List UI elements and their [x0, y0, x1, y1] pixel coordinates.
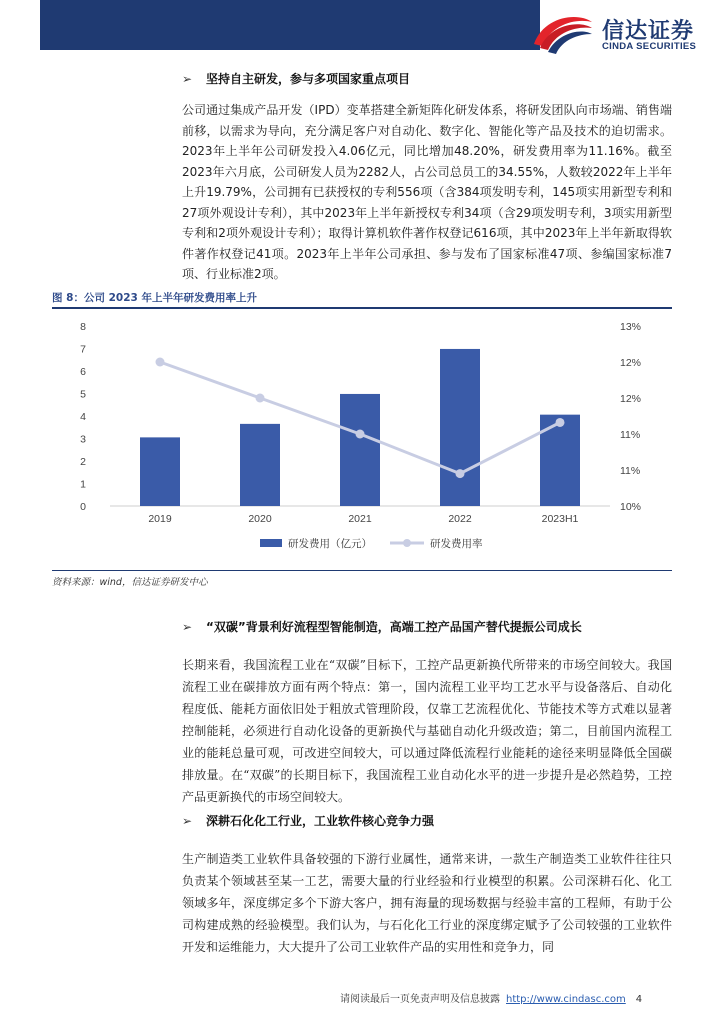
right-tick-label: 11% [620, 465, 641, 477]
figure-rule [52, 307, 672, 309]
bar [340, 394, 380, 506]
rate-point [456, 469, 465, 478]
rate-point [256, 394, 265, 403]
left-tick-label: 4 [80, 411, 86, 423]
footer-disclaimer: 请阅读最后一页免责声明及信息披露 [340, 994, 500, 1005]
paragraph-rnd: 公司通过集成产品开发（IPD）变革搭建全新矩阵化研发体系，将研发团队向市场端、销售端前移，以需求为导向，充分满足客户对自动化、数字化、智能化等产品及技术的迫切需求。2023年上半年公司研发投入4.06亿元，同比增加48.20%，研发费用率为11.16%。截至2023年六月底，公司研发人员为2282人，占公司总员工的34.55%，人数较2022年上半年上升19.79%，公司拥有已获授权的专利556项（含384项发明专利，145项实用新型专利和27项外观设计专利），其中2023年上半年新授权专利34项（含29项发明专利，3项实用新型专利和2项外观设计专利）；取得计算机软件著作权登记616项，其中2023年上半年新取得软件著作权登记41项。2023年上半年公司承担、参与发布了国家标准47项、参编国家标准7项、行业标准2项。 [182, 103, 672, 281]
logo [530, 10, 720, 58]
section-title: 坚持自主研发，参与多项国家重点项目 [206, 72, 411, 86]
left-tick-label: 3 [80, 433, 86, 446]
category-label: 2019 [148, 513, 172, 525]
right-tick-label: 10% [620, 501, 642, 513]
rate-point [156, 358, 165, 367]
left-tick-label: 5 [80, 388, 86, 401]
footer [340, 990, 642, 1005]
section-heading-rnd [182, 70, 410, 87]
category-label: 2022 [448, 513, 472, 525]
paragraph-dual-carbon: 长期来看，我国流程工业在“双碳”目标下，工控产品更新换代所带来的市场空间较大。我国流程工业在碳排放方面有两个特点：第一，国内流程工业平均工艺水平与设备落后、自动化程度低、能耗方面依旧处于粗放式管理阶段，仅靠工艺流程优化、节能技术等方式难以显著控制能耗，必须进行自动化设备的更新换代与基础自动化升级改造；第二，目前国内流程工业的能耗总量可观，可改进空间较大，可以通过降低流程行业能耗的途径来明显降低全国碳排放量。在“双碳”的长期目标下，我国流程工业自动化水平的进一步提升是必然趋势，工控产品更新换代的市场空间较大。 [182, 658, 672, 804]
right-tick-label: 12% [620, 393, 642, 405]
rate-point [556, 418, 565, 427]
legend-marker-line [403, 539, 411, 547]
section-title: “双碳”背景利好流程型智能制造，高端工控产品国产替代提振公司成长 [206, 620, 582, 634]
legend-label-line: 研发费用率 [430, 538, 483, 550]
logo-text-cn: 信达证券 [602, 19, 695, 44]
right-tick-label: 13% [620, 321, 642, 333]
header-band [40, 0, 540, 50]
logo-swirl-icon [530, 10, 596, 54]
arrow-icon: ➢ [182, 814, 193, 828]
category-label: 2023H1 [541, 513, 579, 525]
bar [440, 349, 480, 506]
category-label: 2020 [248, 513, 272, 525]
section-heading-dual-carbon [182, 618, 582, 635]
legend-swatch-bar [260, 539, 282, 547]
page-number: 4 [635, 994, 643, 1005]
rnd-expense-chart [52, 310, 672, 570]
figure-source: 资料来源：wind，信达证券研发中心 [52, 577, 208, 588]
legend-label-bar: 研发费用（亿元） [288, 538, 372, 550]
paragraph-software: 生产制造类工业软件具备较强的下游行业属性，通常来讲，一款生产制造类工业软件往往只负责某个领域甚至某一工艺，需要大量的行业经验和行业模型的积累。公司深耕石化、化工领域多年，深度绑定多个下游大客户，拥有海量的现场数据与经验丰富的工程师，有助于公司构建成熟的经验模型。我们认为，与石化化工行业的深度绑定赋予了公司较强的工业软件开发和运维能力，大大提升了公司工业软件产品的实用性和竞争力，同 [182, 852, 672, 954]
bar [140, 437, 180, 506]
logo-text-en: CINDA SECURITIES [602, 41, 697, 52]
figure-title: 图 8：公司 2023 年上半年研发费用率上升 [52, 292, 257, 304]
left-tick-label: 6 [80, 366, 86, 378]
arrow-icon: ➢ [182, 620, 193, 634]
section-title: 深耕石化化工行业，工业软件核心竞争力强 [206, 814, 435, 828]
right-tick-label: 12% [620, 357, 642, 369]
left-tick-label: 8 [80, 321, 86, 333]
section-heading-software [182, 812, 434, 829]
left-tick-label: 2 [80, 456, 86, 468]
footer-link[interactable]: http://www.cindasc.com [506, 994, 626, 1005]
source-rule [52, 570, 672, 571]
left-tick-label: 1 [80, 478, 86, 491]
bar [240, 424, 280, 506]
rate-point [356, 430, 365, 439]
right-tick-label: 11% [620, 429, 641, 441]
left-tick-label: 0 [80, 501, 86, 513]
category-label: 2021 [348, 513, 372, 525]
left-tick-label: 7 [80, 343, 86, 356]
arrow-icon: ➢ [182, 72, 193, 86]
